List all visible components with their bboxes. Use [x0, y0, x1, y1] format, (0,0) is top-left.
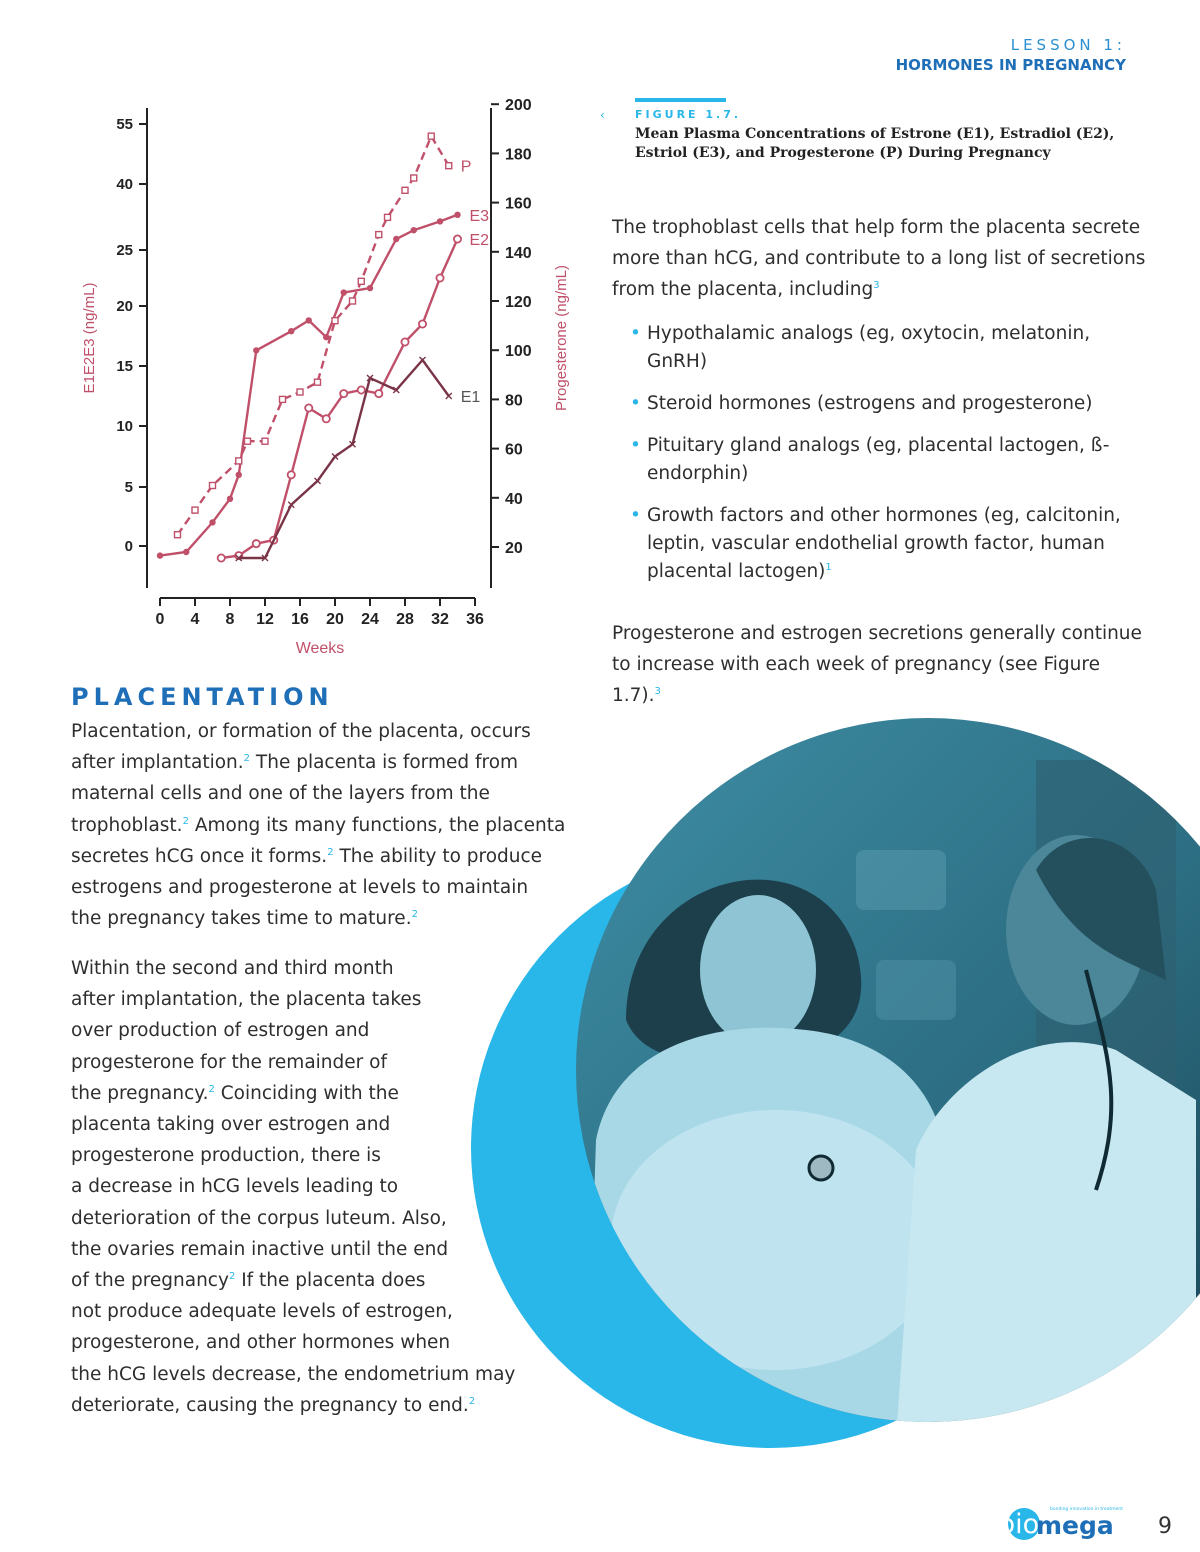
line-text: Placentation, or formation of the placenta, occurs [71, 721, 531, 742]
reference-mark: 3 [654, 686, 661, 698]
series-label-p: P [460, 158, 472, 176]
data-point [297, 389, 303, 395]
page-header [896, 36, 1126, 74]
line-text: deterioration of the corpus luteum. Also, [71, 1207, 447, 1229]
y-left-tick-label: 5 [124, 479, 133, 496]
x-tick-label: 8 [225, 611, 235, 628]
y-right-axis-label: Progesterone (ng/mL) [553, 265, 570, 411]
series-line-e3 [160, 215, 458, 556]
data-point [454, 235, 461, 242]
list-item [628, 390, 1148, 418]
data-point [411, 227, 417, 233]
y-left-tick-label: 55 [116, 116, 133, 133]
data-point [192, 507, 198, 513]
list-item [628, 502, 1148, 586]
y-left-tick-label: 0 [124, 538, 133, 555]
x-tick-label: 12 [256, 611, 274, 628]
reference-mark: 2 [182, 815, 189, 827]
data-point [236, 472, 242, 478]
reference-mark: 2 [411, 909, 418, 921]
data-point [315, 379, 321, 385]
data-point [323, 415, 330, 422]
line-text: maternal cells and one of the layers from the [71, 783, 490, 805]
outro-text: Progesterone and estrogen secretions generally continue to increase with each week of pregnancy (see Figure 1.7). [612, 623, 1142, 707]
y-left-axis-label: E1E2E3 (ng/mL) [81, 282, 98, 394]
y-left-tick-label: 20 [116, 298, 133, 315]
logo-text-bio: bio [998, 1509, 1040, 1540]
data-point [175, 532, 181, 538]
y-right-tick-label: 100 [505, 343, 532, 361]
data-point [411, 175, 417, 181]
data-point [280, 396, 286, 402]
data-point [350, 298, 356, 304]
data-point [236, 458, 242, 464]
data-point [428, 133, 434, 139]
x-tick-label: 16 [291, 611, 309, 628]
data-point [385, 214, 391, 220]
reference-mark: 2 [243, 753, 251, 765]
reference-mark: 3 [873, 280, 880, 292]
line-text-after: Coinciding with the [214, 1082, 399, 1104]
data-point [305, 404, 312, 411]
y-right-tick-label: 180 [505, 146, 532, 164]
list-item-text: Steroid hormones (estrogens and progesterone) [647, 393, 1093, 414]
data-point [262, 438, 268, 444]
y-left-tick-label: 10 [116, 418, 133, 435]
reference-mark: 2 [327, 846, 334, 858]
data-point [393, 236, 399, 242]
data-point [436, 274, 443, 281]
data-point [437, 218, 443, 224]
line-text: Within the second and third month [71, 958, 394, 979]
data-point [315, 478, 321, 484]
line-text-after: The placenta is formed from [250, 752, 519, 774]
data-point [446, 393, 452, 399]
data-point [183, 549, 189, 555]
line-text: estrogens and progesterone at levels to maintain [71, 877, 529, 899]
x-tick-label: 20 [326, 611, 344, 628]
bullet-icon: • [630, 323, 641, 344]
list-item-text: Pituitary gland analogs (eg, placental lactogen, ß-endorphin) [647, 435, 1110, 484]
line-text: over production of estrogen and [71, 1020, 370, 1042]
right-intro-paragraph [612, 212, 1152, 306]
y-left-tick-label: 15 [116, 358, 133, 375]
data-point [332, 318, 338, 324]
secretion-list [628, 320, 1148, 600]
data-point [245, 438, 251, 444]
y-right-tick-label: 60 [505, 441, 523, 459]
series-line-p [178, 136, 449, 535]
data-point [157, 552, 163, 558]
data-point [218, 554, 225, 561]
data-point [376, 232, 382, 238]
x-tick-label: 36 [466, 611, 484, 628]
series-label-e1: E1 [460, 389, 481, 406]
data-point [402, 187, 408, 193]
biomega-logo [994, 1502, 1134, 1542]
data-point [401, 338, 408, 345]
x-tick-label: 4 [190, 611, 200, 628]
list-item [628, 320, 1148, 376]
reference-mark: 2 [208, 1083, 215, 1095]
line-text: the ovaries remain inactive until the end [71, 1238, 449, 1260]
line-text: not produce adequate levels of estrogen, [71, 1301, 453, 1323]
y-right-tick-label: 140 [505, 244, 532, 262]
chevron-left-icon: ‹ [600, 108, 605, 122]
data-point [375, 390, 382, 397]
line-text: progesterone, and other hormones when [71, 1332, 451, 1354]
y-right-tick-label: 40 [505, 490, 523, 508]
y-right-tick-label: 160 [505, 195, 532, 213]
right-outro-paragraph [612, 618, 1152, 712]
data-point [340, 390, 347, 397]
page-number: 9 [1158, 1514, 1172, 1539]
reference-mark: 2 [228, 1271, 236, 1283]
line-text-after: The ability to produce [333, 845, 543, 867]
line-text: secretes hCG once it forms. [71, 845, 328, 867]
bullet-icon: • [630, 435, 641, 456]
logo-tagline: bonding innovation in treatment [1050, 1507, 1123, 1512]
line-text: the hCG levels decrease, the endometrium may [71, 1363, 516, 1385]
line-text: progesterone for the remainder of [71, 1051, 387, 1073]
data-point [358, 386, 365, 393]
figure-accent-bar [635, 98, 726, 102]
y-right-tick-label: 80 [505, 392, 523, 410]
x-tick-label: 0 [155, 611, 165, 628]
data-point [420, 357, 426, 363]
reference-mark: 1 [825, 562, 832, 573]
line-text: a decrease in hCG levels leading to [71, 1176, 399, 1198]
line-text: the pregnancy takes time to mature. [71, 908, 412, 930]
data-point [253, 540, 260, 547]
lesson-topic: HORMONES IN PREGNANCY [895, 56, 1126, 74]
series-line-e2 [221, 239, 457, 558]
data-point [227, 496, 233, 502]
data-point [341, 289, 347, 295]
x-tick-label: 32 [431, 611, 449, 628]
list-item-text: Hypothalamic analogs (eg, oxytocin, melatonin, GnRH) [647, 323, 1091, 372]
bullet-icon: • [630, 505, 641, 526]
x-axis-label: Weeks [295, 640, 345, 657]
data-point [288, 328, 294, 334]
line-text: trophoblast. [71, 814, 183, 836]
line-text: the pregnancy. [71, 1082, 209, 1104]
lesson-label: LESSON 1: [1010, 36, 1126, 54]
data-point [367, 285, 373, 291]
list-item-text: Growth factors and other hormones (eg, calcitonin, leptin, vascular endothelial growth factor, human placental lactogen) [647, 505, 1121, 582]
data-point [253, 347, 259, 353]
line-text: of the pregnancy [71, 1270, 229, 1292]
line-text: after implantation, the placenta takes [71, 989, 422, 1011]
line-text-after: Among its many functions, the placenta [188, 814, 566, 836]
data-point [209, 519, 215, 525]
line-text: after implantation. [71, 752, 244, 774]
y-right-tick-label: 200 [505, 97, 532, 115]
intro-text: The trophoblast cells that help form the placenta secrete more than hCG, and contribute to a long list of secretions from the placenta, including [612, 217, 1146, 301]
data-point [210, 483, 216, 489]
line-text: deteriorate, causing the pregnancy to end. [71, 1394, 469, 1416]
y-left-tick-label: 40 [116, 176, 133, 193]
data-point [358, 278, 364, 284]
logo-text-mega: mega [1036, 1511, 1114, 1540]
hormone-chart [50, 97, 570, 663]
x-tick-label: 24 [361, 611, 379, 628]
list-item [628, 432, 1148, 488]
data-point [288, 471, 295, 478]
doctor-patient-photo [476, 720, 1200, 1450]
reference-mark: 2 [468, 1395, 476, 1407]
y-right-tick-label: 120 [505, 294, 532, 311]
bullet-icon: • [630, 393, 641, 414]
series-label-e3: E3 [469, 207, 490, 225]
section-title: PLACENTATION [71, 683, 334, 711]
line-text-after: If the placenta does [235, 1270, 426, 1292]
line-text: placenta taking over estrogen and [71, 1114, 391, 1136]
line-text: progesterone production, there is [71, 1145, 381, 1167]
data-point [332, 454, 338, 460]
y-right-tick-label: 20 [505, 540, 523, 557]
series-label-e2: E2 [469, 232, 490, 249]
data-point [454, 212, 460, 218]
data-point [306, 317, 312, 323]
data-point [446, 163, 452, 169]
figure-title: Mean Plasma Concentrations of Estrone (E1), Estradiol (E2), Estriol (E3), and Progesterone (P) During Pregnancy [635, 126, 1115, 161]
figure-label: FIGURE 1.7. [635, 108, 742, 121]
data-point [419, 320, 426, 327]
y-left-tick-label: 25 [116, 242, 133, 259]
x-tick-label: 28 [396, 611, 414, 628]
